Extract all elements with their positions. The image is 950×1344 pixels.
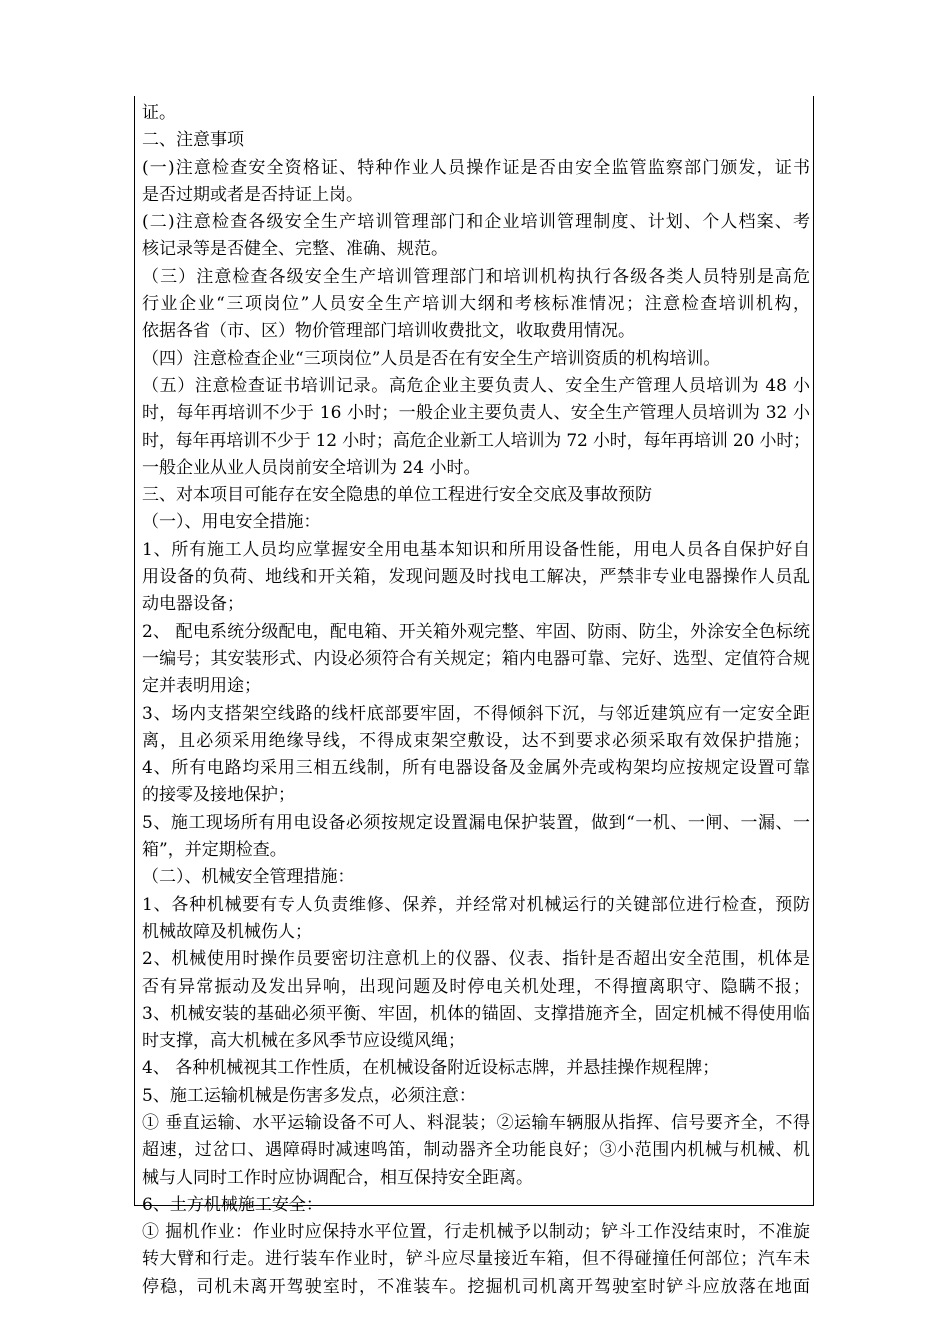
text-line: 停稳，司机未离开驾驶室时，不准装车。挖掘机司机离开驾驶室时铲斗应放落在地面	[142, 1276, 810, 1297]
text-line: 时，每年再培训不少于 12 小时；高危企业新工人培训为 72 小时，每年再培训 20 小时；	[142, 430, 811, 451]
section-heading: 二、注意事项	[142, 130, 244, 151]
text-line: 2、 配电系统分级配电，配电箱、开关箱外观完整、牢固、防雨、防尘，外涂安全色标统	[142, 621, 810, 642]
subsection-heading: （二）、机械安全管理措施：	[142, 867, 355, 888]
text-line: 1、各种机械要有专人负责维修、保养，并经常对机械运行的关键部位进行检查，预防	[142, 894, 810, 915]
text-line: 是否过期或者是否持证上岗。	[142, 184, 363, 205]
text-line: 核记录等是否健全、完整、准确、规范。	[142, 239, 448, 260]
text-line: 一般企业从业人员岗前安全培训为 24 小时。	[142, 457, 481, 478]
text-line: 用设备的负荷、地线和开关箱，发现问题及时找电工解决，严禁非专业电器操作人员乱	[142, 567, 810, 588]
text-line: 4、 各种机械视其工作性质，在机械设备附近设标志牌，并悬挂操作规程牌；	[142, 1058, 720, 1079]
text-line: 定并表明用途；	[142, 676, 261, 697]
text-line: 3、场内支搭架空线路的线杆底部要牢固，不得倾斜下沉，与邻近建筑应有一定安全距	[142, 703, 810, 724]
text-line: 动电器设备；	[142, 594, 244, 615]
text-line: 转大臂和行走。进行装车作业时，铲斗应尽量接近车箱，但不得碰撞任何部位；汽车未	[142, 1249, 810, 1270]
text-line: ① 垂直运输、水平运输设备不可人、料混装；②运输车辆服从指挥、信号要齐全，不得	[142, 1112, 810, 1133]
text-line: 2、机械使用时操作员要密切注意机上的仪器、仪表、指针是否超出安全范围，机体是	[142, 949, 810, 970]
text-line: (一)注意检查安全资格证、特种作业人员操作证是否由安全监管监察部门颁发，证书	[142, 157, 810, 178]
text-line: 否有异常振动及发出异响，出现问题及时停电关机处理，不得擅离职守、隐瞒不报；	[142, 976, 810, 997]
text-line: 1、所有施工人员均应掌握安全用电基本知识和所用设备性能，用电人员各自保护好自	[142, 539, 810, 560]
text-line: 械与人同时工作时应协调配合，相互保持安全距离。	[142, 1167, 533, 1188]
text-line: 4、所有电路均采用三相五线制，所有电器设备及金属外壳或构架均应按规定设置可靠	[142, 758, 810, 779]
text-line: 机械故障及机械伤人；	[142, 921, 312, 942]
text-line: ① 掘机作业：作业时应保持水平位置，行走机械予以制动；铲斗工作没结束时，不准旋	[142, 1222, 810, 1243]
text-line: 6、土方机械施工安全：	[142, 1194, 323, 1215]
section-heading: 三、对本项目可能存在安全隐患的单位工程进行安全交底及事故预防	[142, 485, 652, 506]
text-line: 3、机械安装的基础必须平衡、牢固，机体的锚固、支撑措施齐全，固定机械不得使用临	[142, 1003, 810, 1024]
text-line: 时，每年再培训不少于 16 小时；一般企业主要负责人、安全生产管理人员培训为 32 小	[142, 403, 810, 424]
subsection-heading: （一）、用电安全措施：	[142, 512, 321, 533]
text-line: 超速，过岔口、遇障碍时减速鸣笛，制动器齐全功能良好；③小范围内机械与机械、机	[142, 1140, 810, 1161]
text-line: 行业企业“三项岗位”人员安全生产培训大纲和考核标准情况；注意检查培训机构，	[142, 294, 810, 315]
text-line: 证。	[142, 103, 176, 123]
text-line: 依据各省（市、区）物价管理部门培训收费批文，收取费用情况。	[142, 321, 635, 342]
document-body	[142, 100, 810, 1301]
text-line: 一编号；其安装形式、内设必须符合有关规定；箱内电器可靠、完好、选型、定值符合规	[142, 648, 810, 669]
text-line: （五）注意检查证书培训记录。高危企业主要负责人、安全生产管理人员培训为 48 小	[142, 375, 810, 396]
text-line: 5、施工运输机械是伤害多发点，必须注意：	[142, 1085, 476, 1106]
text-line: 时支撑，高大机械在多风季节应设缆风绳；	[142, 1031, 465, 1052]
text-line: 5、施工现场所有用电设备必须按规定设置漏电保护装置，做到“一机、一闸、一漏、一	[142, 812, 810, 833]
text-line: (二)注意检查各级安全生产培训管理部门和企业培训管理制度、计划、个人档案、考	[142, 212, 810, 233]
text-line: （四）注意检查企业“三项岗位”人员是否在有安全生产培训资质的机构培训。	[142, 348, 721, 369]
text-line: （三）注意检查各级安全生产培训管理部门和培训机构执行各级各类人员特别是高危	[142, 266, 810, 287]
text-line: 箱”，并定期检查。	[142, 840, 287, 861]
text-line: 的接零及接地保护；	[142, 785, 295, 806]
text-line: 离，且必须采用绝缘导线，不得成束架空敷设，达不到要求必须采取有效保护措施；	[142, 730, 810, 751]
